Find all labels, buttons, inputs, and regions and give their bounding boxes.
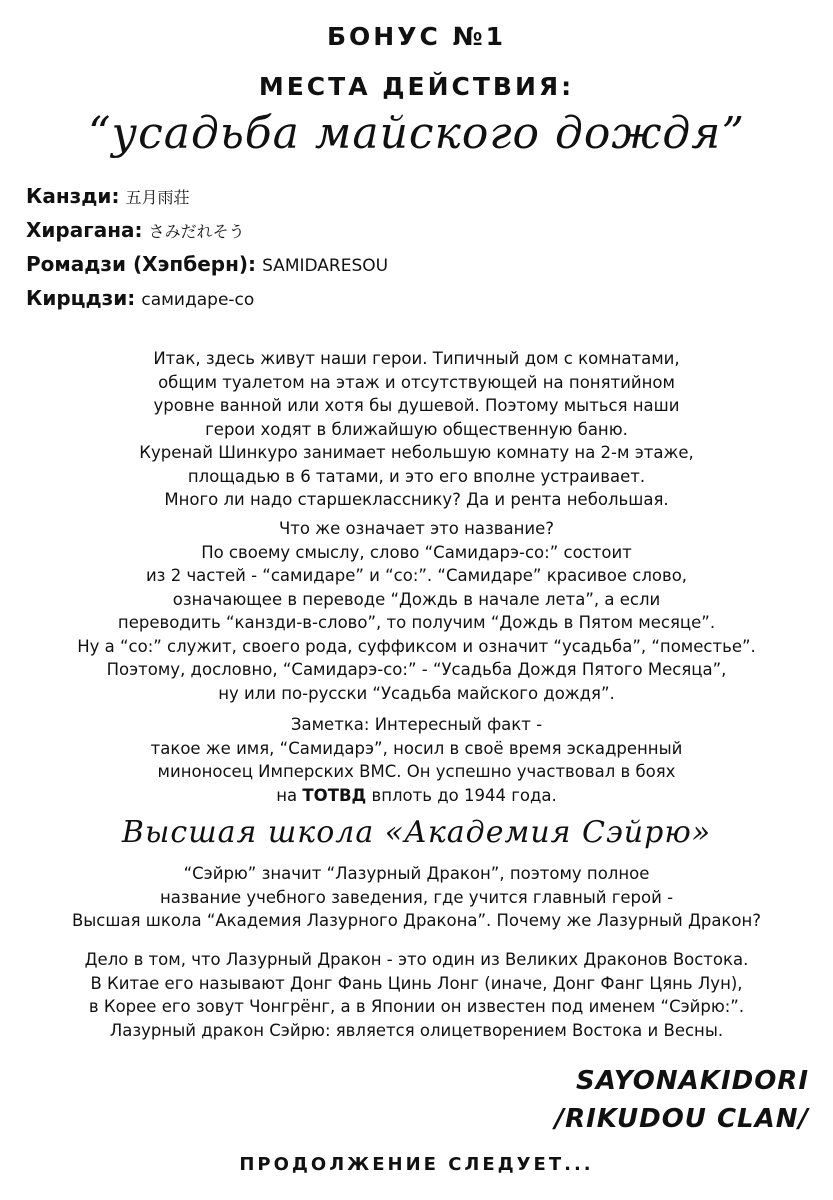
text-fragment: вплоть до 1944 года. [366,785,557,805]
bonus-title: БОНУС №1 [326,22,507,51]
romaji-label: Ромадзи (Хэпберн): [26,252,257,276]
text-line: означающее в переводе “Дождь в начале лета”, а если [172,589,661,609]
text-line: переводить “канзди-в-слово”, то получим “Дождь в Пятом месяце”. [117,613,716,632]
romaji-value: SAMIDARESOU [262,256,389,276]
text-line: Заметка: Интересный факт - [290,715,543,734]
text-line: Высшая школа “Академия Лазурного Дракона”. Почему же Лазурный Дракон? [71,911,762,930]
text-line: площадью в 6 татами, и это его вполне устраивает. [187,466,646,486]
text-line: из 2 частей - “самидаре” и “со:”. “Самидаре” красивое слово, [145,566,688,585]
text-line: Лазурный дракон Сэйрю: является олицетворением Востока и Весны. [109,1020,724,1040]
dragon-paragraph [0,948,833,1042]
continued-footer: ПРОДОЛЖЕНИЕ СЛЕДУЕТ... [239,1154,594,1175]
residence-paragraph [0,347,833,512]
credit-clan: /RIKUDOU CLAN/ [554,1104,809,1134]
text-line: Поэтому, дословно, “Самидарэ-со:” - “Усадьба Дождя Пятого Месяца”, [106,660,727,679]
note-paragraph [0,713,833,807]
cyrillic-value: самидаре-со [141,290,255,310]
text-line: ну или по-русски “Усадьба майского дождя”. [218,683,615,703]
text-line: Дело в том, что Лазурный Дракон - это один из Великих Драконов Востока. [84,950,749,969]
text-line: общим туалетом на этаж и отсутствующей на понятийном [158,372,675,392]
kanji-row [26,180,388,214]
text-line: В Китае его называют Донг Фань Цинь Лонг (иначе, Донг Фанг Цянь Лун), [90,973,743,993]
kanji-value: 五月雨荘 [125,188,190,207]
text-fragment: на [276,785,303,805]
section-title: МЕСТА ДЕЙСТВИЯ: [258,72,575,101]
text-line: миноносец Имперских ВМС. Он успешно участвовал в боях [157,762,676,781]
hiragana-label: Хирагана: [26,218,143,242]
text-line: “Сэйрю” значит “Лазурный Дракон”, поэтому полное [183,864,650,883]
place-name-title: “усадьба майского дождя” [88,108,745,159]
text-line: Много ли надо старшекласснику? Да и рента небольшая. [164,490,669,509]
text-line: такое же имя, “Самидарэ”, носил в своё время эскадренный [150,738,683,758]
name-readings [26,180,388,316]
text-line: уровне ванной или хотя бы душевой. Поэтому мыться наши [153,396,680,415]
text-line: Итак, здесь живут наши герои. Типичный дом с комнатами, [153,349,680,368]
text-line: Куренай Шинкуро занимает небольшую комнату на 2-м этаже, [139,443,694,462]
text-line: название учебного заведения, где учится главный герой - [159,887,674,907]
text-line: в Корее его зовут Чонгрёнг, а в Японии он известен под именем “Сэйрю:”. [88,997,745,1016]
text-line: Что же означает это название? [278,519,555,538]
school-paragraph [0,862,833,933]
credit-name: SAYONAKIDORI [576,1066,809,1096]
text-line: Ну а “со:” служит, своего рода, суффиксом и означит “усадьба”, “поместье”. [77,636,756,656]
hiragana-value: さみだれそう [148,222,245,241]
text-line: По своему смыслу, слово “Самидарэ-со:” состоит [201,542,632,562]
meaning-paragraph [0,517,833,705]
hiragana-row [26,214,388,248]
text-line [0,784,833,808]
kanji-label: Канзди: [26,184,120,208]
translator-credit [555,1062,809,1138]
text-line: герои ходят в ближайшую общественную баню. [205,419,628,439]
emphasized-abbreviation: ТОТВД [302,785,367,805]
romaji-row [26,248,388,282]
cyrillic-label: Кирцдзи: [26,286,136,310]
cyrillic-row [26,282,388,316]
school-heading: Высшая школа «Академия Сэйрю» [121,815,712,850]
